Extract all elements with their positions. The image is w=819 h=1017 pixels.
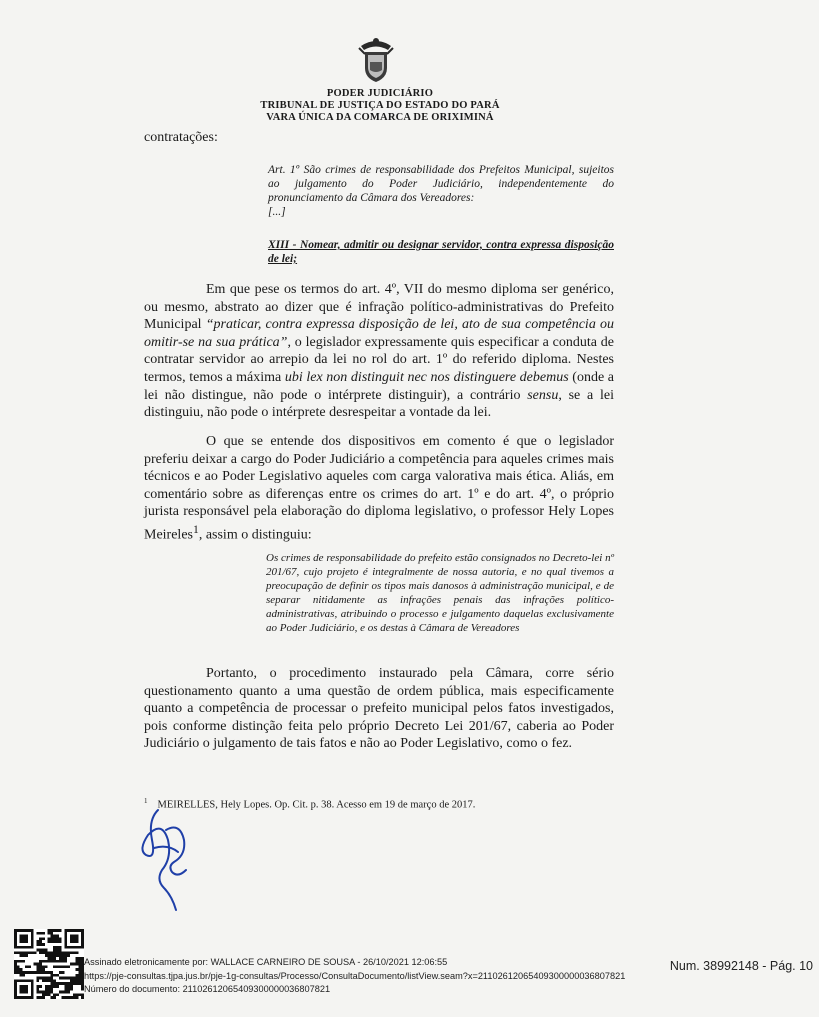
footnote-number: 1: [144, 797, 148, 805]
p2-text: O que se entende dos dispositivos em comento é que o legislador preferiu deixar a cargo do Poder Judiciário a competência para aqueles crimes mais técnicos e ao Poder Legislativo aqueles com carga valorativa mais ética. Aliás, em comentário sobre as diferenças entre os crimes do art. 1º e do art. 4º, o próprio jurista responsável pela elaboração do diploma legislativo, o professor Hely Lopes Meireles: [144, 434, 614, 543]
electronic-signature-footer: [84, 956, 625, 997]
p1-italic1: “praticar, contra expressa disposição de lei, ato de sua competência ou omitir-se na sua prática”: [144, 317, 614, 350]
p1-part4: , se a lei distinguiu, não pode o intérprete desrespeitar a vontade da lei.: [144, 387, 614, 421]
page-reference: Num. 38992148 - Pág. 10: [669, 959, 813, 973]
footnote-ref: 1: [192, 522, 199, 536]
p1-part3: (onde a lei não distingue, não pode o intérprete distinguir), a contrário: [144, 369, 615, 403]
quote1-ellipsis: [...]: [268, 206, 286, 218]
court-header: [200, 88, 560, 124]
paragraph-2: [144, 433, 614, 544]
quote2-text: Os crimes de responsabilidade do prefeito estão consignados no Decreto-lei nº 201/67, cujo projeto é integralmente de nossa autoria, e no qual tivemos a preocupação de definir os tipos mais danosos à administração municipal, e de separar nitidamente as infrações penais das infrações político-administrativas, atribuindo o processo e julgamento daquelas exclusivamente ao Poder Judiciário, e os destas à Câmara de Vereadores: [266, 552, 614, 634]
header-line-2: TRIBUNAL DE JUSTIÇA DO ESTADO DO PARÁ: [260, 100, 500, 111]
p3-text: Portanto, o procedimento instaurado pela Câmara, corre sério questionamento quanto a uma questão de ordem pública, mais especificamente quanto a competência de processar o prefeito municipal pelos fatos investigados, pois conforme distinção feita pelo próprio Decreto Lei 201/67, caberia ao Poder Judiciário o julgamento de tais fatos e não ao Poder Legislativo, como o fez.: [144, 666, 614, 752]
coat-of-arms-icon: [355, 32, 397, 84]
p1-italic2: ubi lex non distinguit nec nos distinguere debemus: [284, 369, 569, 385]
quote1-emphasis: XIII - Nomear, admitir ou designar servidor, contra expressa disposição de lei;: [268, 239, 614, 265]
legal-quote-meirelles: [266, 552, 614, 635]
header-line-1: PODER JUDICIÁRIO: [326, 88, 434, 99]
signature-icon: [128, 800, 208, 915]
document-number-line: Número do documento: 21102612065409300000036807821: [84, 984, 331, 994]
p1-part2: , o legislador expressamente quis especificar a conduta de contratar servidor ao arrepio da lei no rol do art. 1º do referido diploma. Nestes termos, temos a máxima: [144, 334, 614, 385]
p1-part1: Em que pese os termos do art. 4º, VII do mesmo diploma ser genérico, ou mesmo, abstrato ao dizer que é infração político-administrativas do Prefeito Municipal: [144, 282, 614, 333]
signed-by-line: Assinado eletronicamente por: WALLACE CARNEIRO DE SOUSA - 26/10/2021 12:06:55: [84, 957, 448, 967]
p2-tail: , assim o distinguiu:: [198, 527, 312, 543]
paragraph-3: [144, 665, 614, 753]
p1-italic3: sensu: [527, 387, 559, 403]
header-line-3: VARA ÚNICA DA COMARCA DE ORIXIMINÁ: [266, 112, 494, 123]
footnote-text: MEIRELLES, Hely Lopes. Op. Cit. p. 38. Acesso em 19 de março de 2017.: [157, 799, 476, 811]
qr-code-icon: [14, 929, 84, 999]
continued-text: contratações:: [144, 130, 218, 145]
verification-url[interactable]: https://pje-consultas.tjpa.jus.br/pje-1g-consultas/Processo/ConsultaDocumento/listView.seam?x=21102612065409300000036807821: [84, 970, 626, 981]
legal-quote-article-1: [268, 163, 614, 266]
paragraph-1: [144, 281, 614, 422]
quote1-text: Art. 1º São crimes de responsabilidade dos Prefeitos Municipal, sujeitos ao julgamento do Poder Judiciário, independentemente do pronunciamento da Câmara dos Vereadores:: [268, 164, 614, 204]
